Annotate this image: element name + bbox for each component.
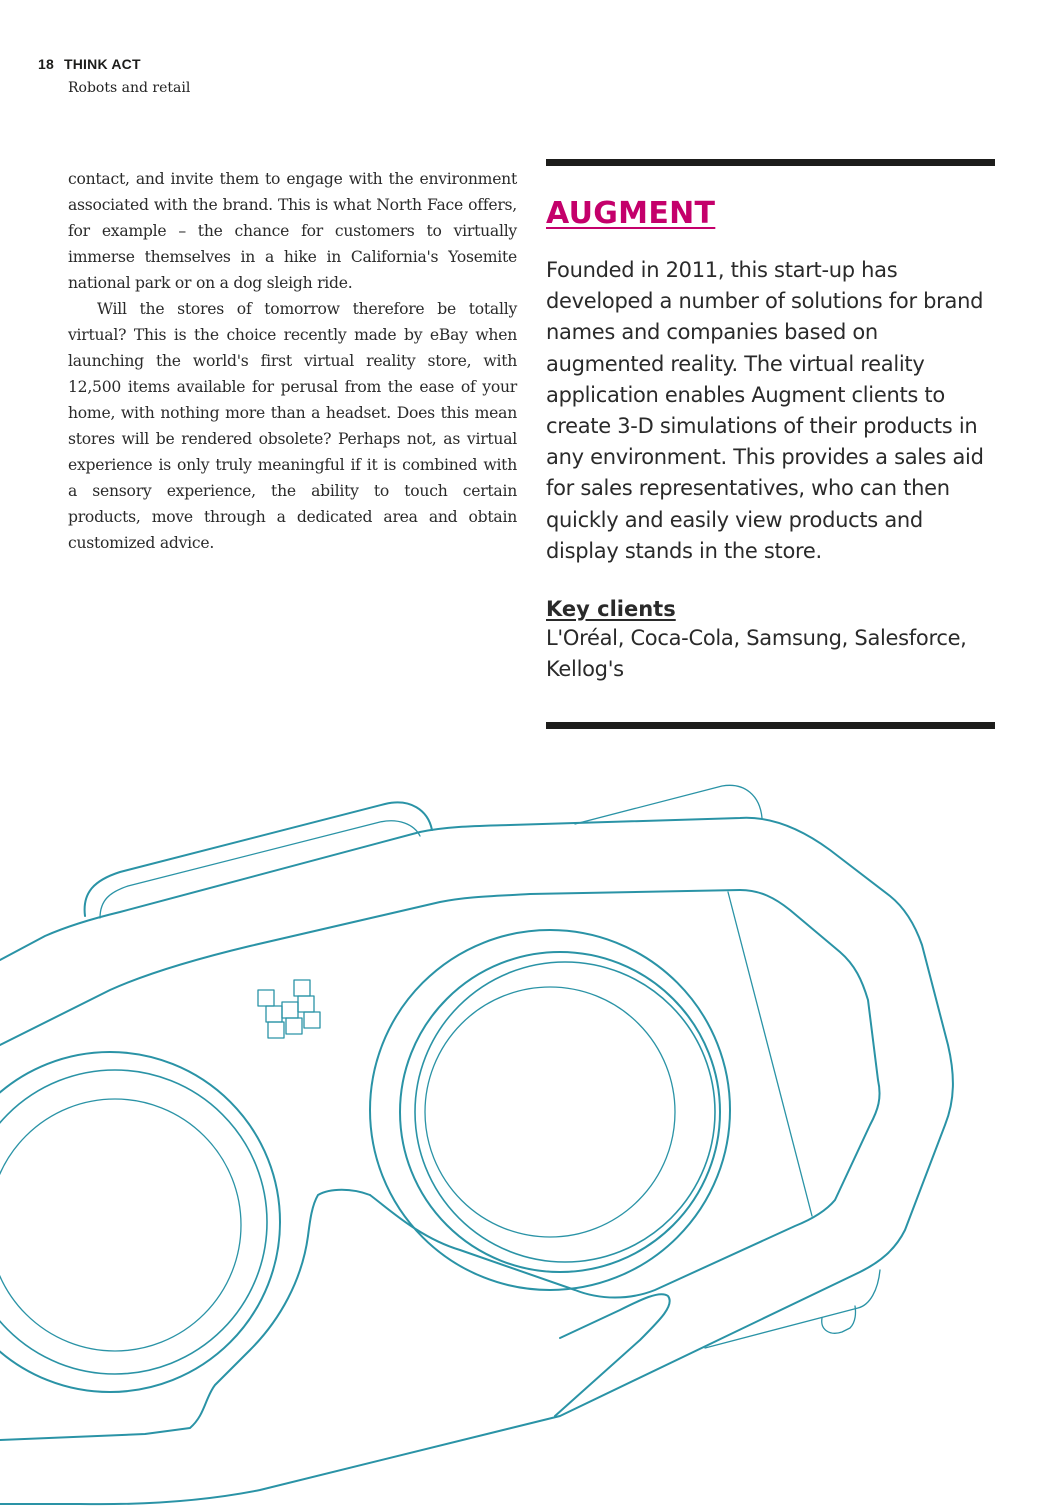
left-lens-ring [0,1070,267,1374]
headset-inner-rim [0,890,880,1298]
page-header [38,56,190,96]
key-clients-label: Key clients [546,597,676,622]
publication-name: THINK ACT [63,56,141,72]
right-lens-outer [370,930,730,1290]
headset-lower-edge [705,1270,880,1348]
article-paragraph-1: contact, and invite them to engage with the environment associated with the brand. This is what North Face offers, for example – the chance for customers to virtually immerse themselves in a hike in California's Yosemite national park or on a dog sleigh ride. [68,170,517,292]
right-lens-glass [425,987,675,1237]
article-column [68,166,517,556]
headset-inner-rim-left [0,1190,370,1440]
sidebar-body: Founded in 2011, this start-up has developed a number of solutions for brand names and companies based on augmented reality. The virtual reality application enables Augment clients to create 3-D simulations of their products in any environment. This provides a sales aid for sales representatives, who can then quickly and easily view products and display stands in the store. [546,258,984,563]
right-lens-ring-2 [415,962,715,1262]
headset-top-strap [85,802,432,916]
headset-nose-bridge [555,1294,670,1416]
company-sidebar [546,159,995,729]
header-top-line [38,56,190,72]
headset-outer-body [0,818,953,1504]
sidebar-bottom-rule [546,722,995,729]
key-clients-list: L'Oréal, Coca-Cola, Samsung, Salesforce, Kellog's [546,626,967,682]
article-paragraph-2: Will the stores of tomorrow therefore be totally virtual? This is the choice recently made by eBay when launching the world's first virtual reality store, with 12,500 items available for perusal from the ease of your home, with nothing more than a headset. Does this mean stores will be rendered obsolete? Perhaps not, as virtual experience is only truly meaningful if it is combined with a sensory experience, the ability to touch certain products, move through a dedicated area and obtain customized advice. [68,300,517,552]
left-lens-outer [0,1052,280,1392]
sidebar-top-rule [546,159,995,166]
page-number: 18 [38,56,54,72]
vr-headset-illustration [0,760,1063,1506]
headset-logo-icon [258,980,320,1038]
sidebar-title: AUGMENT [546,196,716,231]
section-subtitle: Robots and retail [68,80,191,96]
left-lens-glass [0,1099,241,1351]
headset-side-seam [728,892,812,1216]
right-lens-ring [400,952,720,1272]
